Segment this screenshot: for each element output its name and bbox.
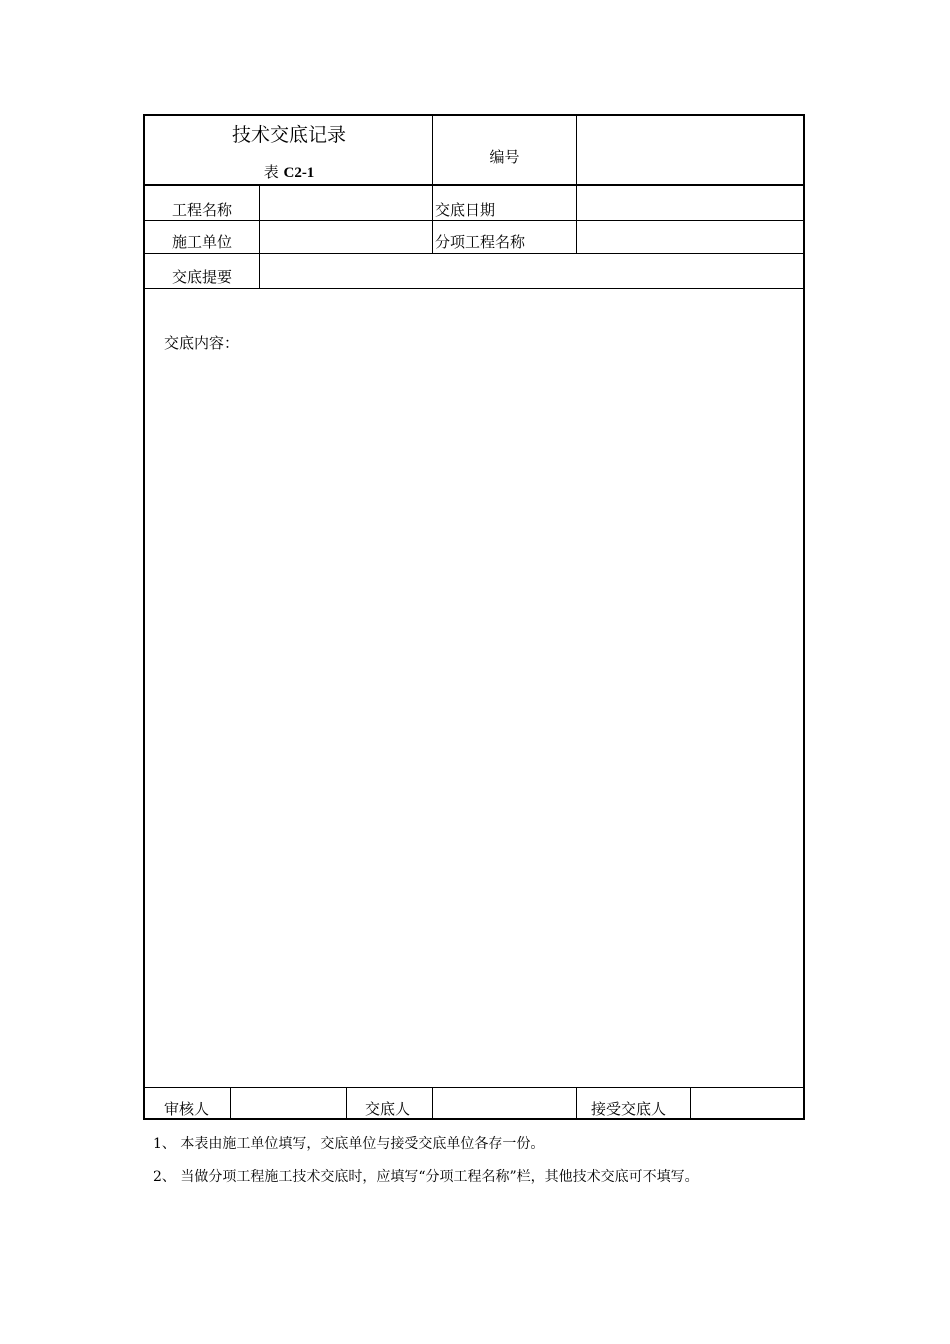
form-title: 技术交底记录 (231, 124, 346, 146)
form-subtitle-prefix: 表 (263, 163, 279, 181)
divider (576, 1088, 577, 1120)
content-area[interactable] (145, 289, 803, 1087)
date-field[interactable] (577, 187, 805, 220)
receiver-label: 接受交底人 (591, 1100, 667, 1118)
project-name-label: 工程名称 (171, 201, 232, 219)
footnote-2: 2、 当做分项工程施工技术交底时，应填写“分项工程名称”栏，其他技术交底可不填写。 (153, 1169, 699, 1185)
technical-disclosure-form (143, 114, 805, 1120)
footnote-1: 1、 本表由施工单位填写，交底单位与接受交底单位各存一份。 (153, 1136, 545, 1152)
divider (576, 185, 577, 253)
project-name-field[interactable] (260, 187, 432, 220)
number-field[interactable] (577, 116, 805, 185)
receiver-field[interactable] (691, 1088, 805, 1120)
contractor-field[interactable] (260, 221, 432, 253)
summary-field[interactable] (260, 254, 805, 288)
form-subtitle (145, 161, 433, 182)
sub-project-name-field[interactable] (577, 221, 805, 253)
discloser-label: 交底人 (365, 1100, 411, 1118)
header-divider (145, 184, 803, 186)
date-label: 交底日期 (435, 201, 496, 219)
number-label: 编号 (489, 148, 520, 166)
summary-label: 交底提要 (171, 268, 232, 286)
divider (346, 1088, 347, 1120)
contractor-label: 施工单位 (171, 233, 232, 251)
content-label: 交底内容： (164, 334, 240, 352)
reviewer-field[interactable] (231, 1088, 346, 1120)
divider (432, 185, 433, 253)
sub-project-name-label: 分项工程名称 (435, 233, 526, 251)
reviewer-label: 审核人 (164, 1100, 210, 1118)
discloser-field[interactable] (433, 1088, 576, 1120)
form-code: C2-1 (283, 165, 315, 181)
